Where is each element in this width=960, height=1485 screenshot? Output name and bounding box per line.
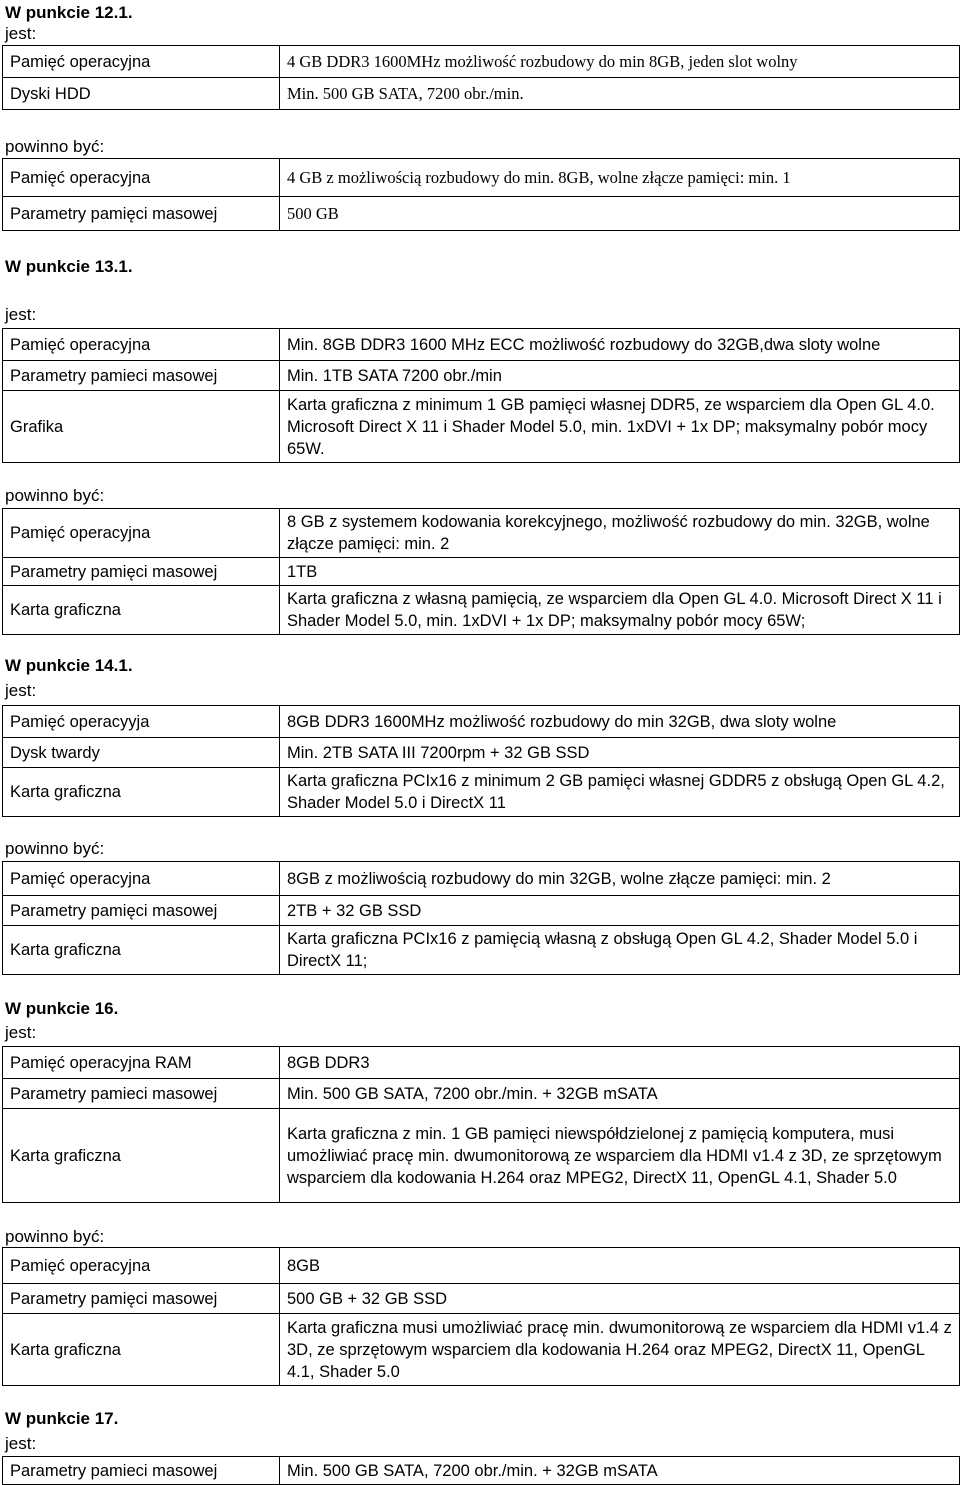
spec-name: Karta graficzna	[3, 1314, 280, 1386]
spec-table-is-13-1	[2, 328, 960, 463]
spec-value: Min. 8GB DDR3 1600 MHz ECC możliwość rozbudowy do 32GB,dwa sloty wolne	[280, 329, 960, 361]
spec-value: 8GB	[280, 1248, 960, 1284]
spec-table-is-14-1	[2, 705, 960, 817]
table-row	[3, 1457, 960, 1485]
spec-value: Karta graficzna musi umożliwiać pracę min. dwumonitorową ze wsparciem dla HDMI v1.4 z 3D, ze sprzętowym wsparciem dla kodowania H.264 oraz MPEG2, DirectX 11, OpenGL 4.1, Shader 5.0	[280, 1314, 960, 1386]
spec-value: Min. 500 GB SATA, 7200 obr./min. + 32GB mSATA	[280, 1079, 960, 1109]
spec-name: Pamięć operacyjna	[3, 159, 280, 197]
spec-value: 8GB z możliwością rozbudowy do min 32GB, wolne złącze pamięci: min. 2	[280, 862, 960, 896]
is-label: jest:	[5, 681, 37, 700]
should-label: powinno być:	[5, 1227, 105, 1246]
table-row	[3, 558, 960, 586]
table-row	[3, 509, 960, 558]
spec-value: 500 GB	[280, 197, 960, 231]
spec-name: Pamięć operacyjna	[3, 862, 280, 896]
is-label: jest:	[5, 1434, 37, 1453]
spec-name: Pamięć operacyjna	[3, 329, 280, 361]
table-row	[3, 361, 960, 391]
is-label: jest:	[5, 24, 37, 43]
spec-name: Karta graficzna	[3, 926, 280, 975]
spec-table-is-16	[2, 1046, 960, 1203]
table-row	[3, 1109, 960, 1203]
section-heading-12-1: W punkcie 12.1.	[5, 3, 133, 22]
spec-value: Min. 500 GB SATA, 7200 obr./min.	[280, 78, 960, 110]
spec-name: Pamięć operacyjna	[3, 46, 280, 78]
table-row	[3, 738, 960, 768]
spec-name: Pamięć operacyjna	[3, 509, 280, 558]
is-label: jest:	[5, 305, 37, 324]
table-row	[3, 1079, 960, 1109]
section-heading-17: W punkcie 17.	[5, 1409, 119, 1428]
table-row	[3, 1314, 960, 1386]
spec-value: Karta graficzna PCIx16 z pamięcią własną z obsługą Open GL 4.2, Shader Model 5.0 i DirectX 11;	[280, 926, 960, 975]
spec-name: Parametry pamięci masowej	[3, 896, 280, 926]
spec-name: Parametry pamięci masowej	[3, 1284, 280, 1314]
section-heading-14-1: W punkcie 14.1.	[5, 656, 133, 675]
spec-name: Karta graficzna	[3, 1109, 280, 1203]
table-row	[3, 896, 960, 926]
spec-value: 4 GB z możliwością rozbudowy do min. 8GB, wolne złącze pamięci: min. 1	[280, 159, 960, 197]
table-row	[3, 1248, 960, 1284]
spec-value: Min. 2TB SATA III 7200rpm + 32 GB SSD	[280, 738, 960, 768]
spec-value: 8GB DDR3	[280, 1047, 960, 1079]
is-label: jest:	[5, 1023, 37, 1042]
spec-name: Pamięć operacyjna	[3, 1248, 280, 1284]
should-label: powinno być:	[5, 839, 105, 858]
spec-name: Pamięć operacyyja	[3, 706, 280, 738]
should-label: powinno być:	[5, 486, 105, 505]
section-heading-16: W punkcie 16.	[5, 999, 119, 1018]
spec-name: Parametry pamieci masowej	[3, 361, 280, 391]
spec-value: Min. 500 GB SATA, 7200 obr./min. + 32GB mSATA	[280, 1457, 960, 1485]
spec-value: 1TB	[280, 558, 960, 586]
spec-value: 4 GB DDR3 1600MHz możliwość rozbudowy do min 8GB, jeden slot wolny	[280, 46, 960, 78]
should-label: powinno być:	[5, 137, 105, 156]
spec-table-is-12-1	[2, 45, 960, 110]
spec-value: Karta graficzna PCIx16 z minimum 2 GB pamięci własnej GDDR5 z obsługą Open GL 4.2, Shader Model 5.0 i DirectX 11	[280, 768, 960, 817]
table-row	[3, 159, 960, 197]
section-heading-13-1: W punkcie 13.1.	[5, 257, 133, 276]
spec-table-should-13-1	[2, 508, 960, 635]
spec-name: Parametry pamieci masowej	[3, 1079, 280, 1109]
spec-value: Karta graficzna z min. 1 GB pamięci niewspółdzielonej z pamięcią komputera, musi umożliwiać pracę min. dwumonitorową ze wsparciem dla HDMI v1.4 z 3D, ze sprzętowym wsparciem dla kodowania H.264 oraz MPEG2, DirectX 11, OpenGL 4.1, Shader 5.0	[280, 1109, 960, 1203]
spec-value: Karta graficzna z własną pamięcią, ze wsparciem dla Open GL 4.0. Microsoft Direct X 11 i Shader Model 5.0, min. 1xDVI + 1x DP; maksymalny pobór mocy 65W;	[280, 586, 960, 635]
spec-name: Karta graficzna	[3, 586, 280, 635]
spec-name: Parametry pamięci masowej	[3, 197, 280, 231]
spec-table-should-14-1	[2, 861, 960, 975]
spec-table-should-16	[2, 1247, 960, 1386]
spec-name: Parametry pamięci masowej	[3, 558, 280, 586]
table-row	[3, 46, 960, 78]
spec-table-should-12-1	[2, 158, 960, 231]
table-row	[3, 197, 960, 231]
spec-name: Dysk twardy	[3, 738, 280, 768]
spec-name: Grafika	[3, 391, 280, 463]
table-row	[3, 586, 960, 635]
spec-value: Min. 1TB SATA 7200 obr./min	[280, 361, 960, 391]
table-row	[3, 78, 960, 110]
spec-value: 2TB + 32 GB SSD	[280, 896, 960, 926]
spec-table-is-17	[2, 1456, 960, 1485]
spec-name: Pamięć operacyjna RAM	[3, 1047, 280, 1079]
table-row	[3, 391, 960, 463]
table-row	[3, 706, 960, 738]
table-row	[3, 862, 960, 896]
table-row	[3, 1284, 960, 1314]
spec-value: 8GB DDR3 1600MHz możliwość rozbudowy do min 32GB, dwa sloty wolne	[280, 706, 960, 738]
table-row	[3, 1047, 960, 1079]
spec-value: Karta graficzna z minimum 1 GB pamięci własnej DDR5, ze wsparciem dla Open GL 4.0. Microsoft Direct X 11 i Shader Model 5.0, min. 1xDVI + 1x DP; maksymalny pobór mocy 65W.	[280, 391, 960, 463]
spec-name: Dyski HDD	[3, 78, 280, 110]
spec-name: Parametry pamieci masowej	[3, 1457, 280, 1485]
spec-name: Karta graficzna	[3, 768, 280, 817]
table-row	[3, 926, 960, 975]
table-row	[3, 329, 960, 361]
spec-value: 8 GB z systemem kodowania korekcyjnego, możliwość rozbudowy do min. 32GB, wolne złącze pamięci: min. 2	[280, 509, 960, 558]
spec-value: 500 GB + 32 GB SSD	[280, 1284, 960, 1314]
table-row	[3, 768, 960, 817]
